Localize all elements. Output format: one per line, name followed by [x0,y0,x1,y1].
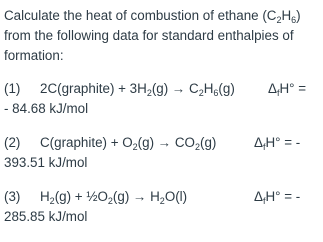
subscript: 2 [198,88,204,98]
equation-value: 393.51 kJ/mol [4,155,88,170]
enthalpy-label [254,187,300,207]
subscript: 6 [291,15,297,25]
question-line-1 [4,8,301,23]
subscript: f [262,142,266,152]
equation-2 [4,133,317,173]
subscript: f [276,88,280,98]
delta-symbol: Δ [254,135,263,150]
equation-text: 2C(graphite) + 3H [40,81,147,96]
enthalpy-label [268,79,306,99]
enthalpy-text: H° = [279,81,307,96]
question-line-1-text: Calculate the heat of combustion of ethane (C [4,8,277,23]
question-line-1-text: ) [296,8,301,23]
subscript: 2 [146,88,152,98]
question-line-3: formation: [4,48,64,63]
equation-number: (3) [4,189,21,204]
delta-symbol: Δ [254,189,263,204]
subscript: 2 [276,15,282,25]
delta-symbol: Δ [268,81,277,96]
subscript: 2 [132,142,138,152]
subscript: f [262,196,266,206]
subscript: 2 [194,142,200,152]
equation-1-line [4,79,317,99]
equation-text: (g) + ½O [54,189,108,204]
equation-text: (g) → CO [137,135,195,150]
equation-number: (2) [4,135,21,150]
question-line-2: from the following data for standard enthalpies of [4,28,294,43]
equation-value: 285.85 kJ/mol [4,209,88,224]
equation-2-line [4,133,317,153]
equation-value: - 84.68 kJ/mol [4,101,89,116]
equation-1 [4,79,317,119]
equation-expression [40,187,187,207]
equation-text: (g) → H [112,189,160,204]
question-text [4,6,317,66]
enthalpy-text: H° = - [265,189,301,204]
equation-text: (g) [218,81,235,96]
equation-number: (1) [4,81,21,96]
question-document [4,6,317,227]
equation-text: O(l) [164,189,188,204]
equation-expression [40,133,216,153]
equation-3 [4,187,317,227]
equation-3-line [4,187,317,207]
equation-text: H [40,189,50,204]
question-line-1-text: H [281,8,292,23]
enthalpy-text: H° = - [265,135,301,150]
equation-text: H [203,81,214,96]
equation-expression [40,79,235,99]
equation-text: (g) → C [151,81,199,96]
subscript: 2 [159,196,165,206]
subscript: 2 [49,196,55,206]
subscript: 6 [213,88,219,98]
subscript: 2 [107,196,113,206]
equation-text: C(graphite) + O [40,135,133,150]
equation-text: (g) [199,135,217,150]
enthalpy-label [254,133,300,153]
